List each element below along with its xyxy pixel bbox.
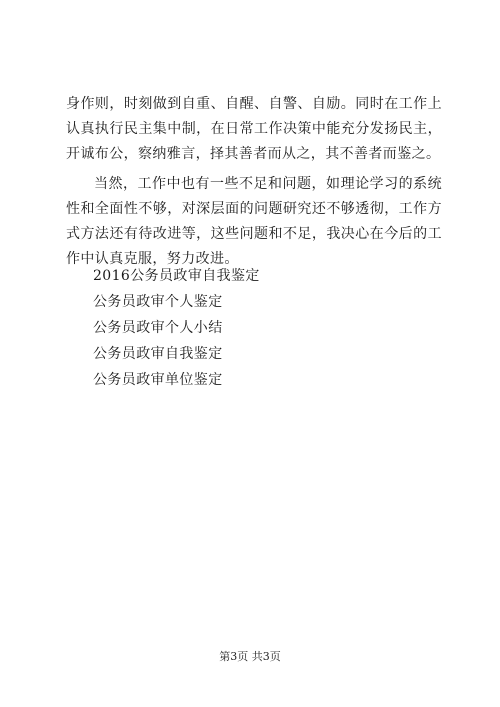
body-text <box>66 92 442 272</box>
page-footer: 第3页 共3页 <box>219 650 281 663</box>
related-link[interactable]: 公务员政审个人小结 <box>93 320 223 336</box>
related-links-list <box>93 267 433 397</box>
paragraph-continued: 身作则，时刻做到自重、自醒、自警、自励。同时在工作上认真执行民主集中制，在日常工作决策中能充分发扬民主，开诚布公，察纳雅言，择其善者而从之，其不善者而鉴之。 <box>66 96 442 162</box>
related-link[interactable]: 公务员政审个人鉴定 <box>93 294 223 310</box>
related-link[interactable]: 2016公务员政审自我鉴定 <box>93 268 260 284</box>
paragraph-shortcomings: 当然，工作中也有一些不足和问题，如理论学习的系统性和全面性不够，对深层面的问题研究还不够透彻，工作方式方法还有待改进等，这些问题和不足，我决心在今后的工作中认真克服，努力改进。 <box>66 176 442 267</box>
related-link[interactable]: 公务员政审自我鉴定 <box>93 346 223 362</box>
related-link[interactable]: 公务员政审单位鉴定 <box>93 372 223 388</box>
